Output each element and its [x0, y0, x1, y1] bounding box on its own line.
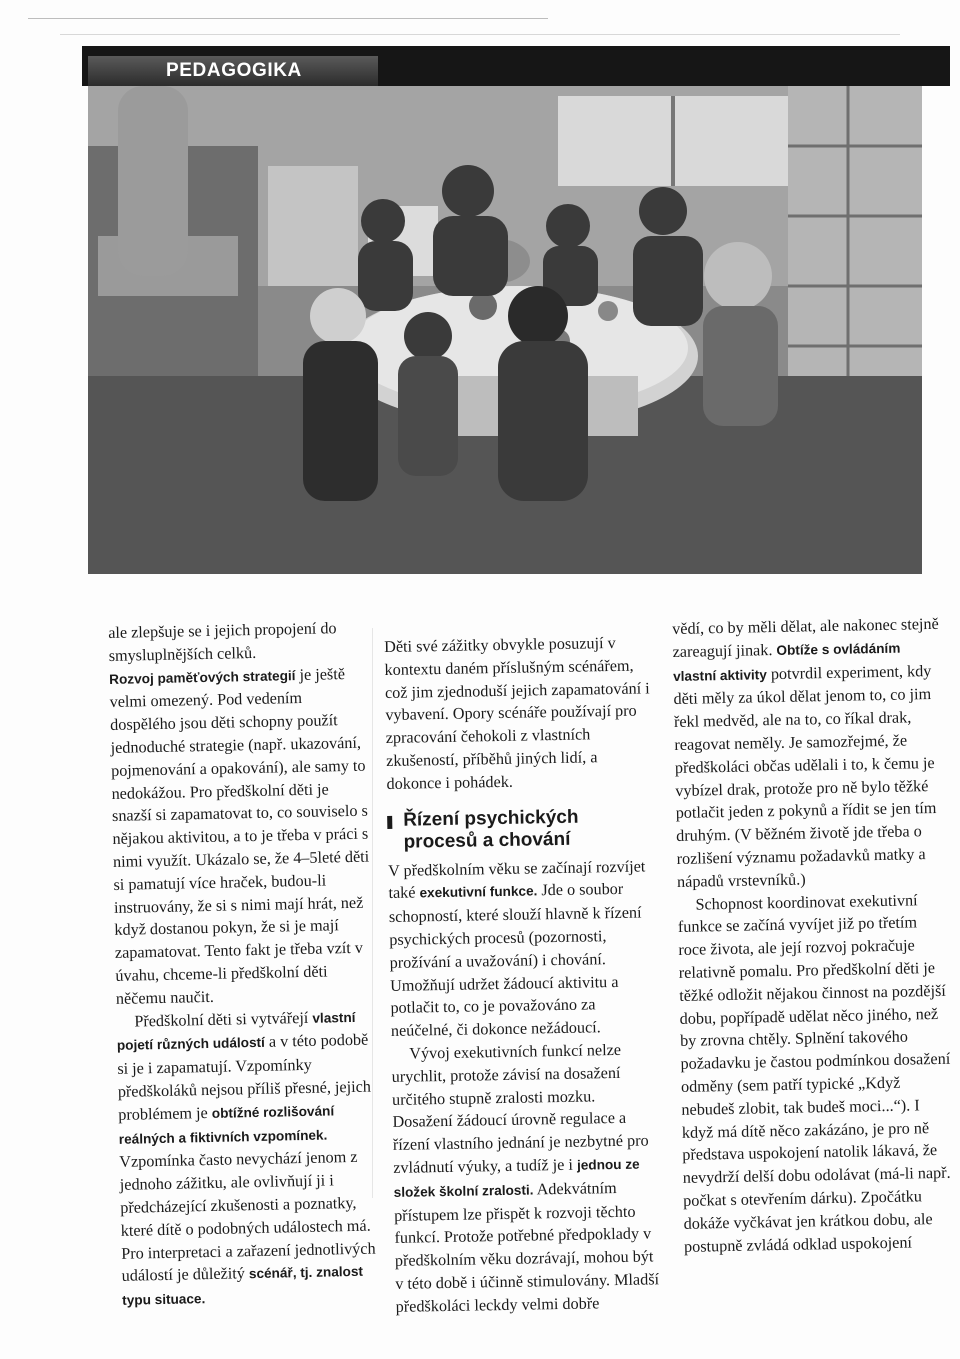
classroom-photo-icon — [88, 86, 922, 574]
text-run: je ještě velmi omezený. Pod vedením dospělého jsou děti schopny použít jednoduché strategie (např. ukazování, pojmenování a opakování), ale samy to nedokážou. Pro předškolní děti je snazší si zapamatovat to, co souviselo s nějakou aktivitou, a to je třeba v práci s nimi využít. Ukázalo se, že 4–5leté děti si pamatují více hraček, budou-li instruovány, že si s nimi mají hrát, než když dostanou pokyn, že si je mají zapamatovat. Tento fakt je třeba vzít v úvahu, chceme-li předškolní děti něčemu naučit. — [109, 664, 370, 1008]
text-run: vědí, co by měli dělat, ale nakonec stejně zareagují jinak. — [672, 614, 939, 661]
text-run: Vzpomínka často nevychází jenom z jednoho zážitku, ale ovlivňují ji i předcházející zkušenosti a poznatky, které dítě o podobných událostech má. Pro interpretaci a zařazení jednotlivých událostí je důležitý — [119, 1148, 376, 1286]
text-run: Vývoj exekutivních funkcí nelze urychlit, protože závisí na dosažení určitého stupně zralosti mozku. Dosažení žádoucí úrovně regulace a řízení vlastního jednání je nezbytné pro zvládnutí výuky, a tudíž je i — [391, 1040, 649, 1177]
classroom-photo — [88, 86, 922, 574]
text-run: a v této podobě si je i zapamatují. Vzpomínky předškoláků nejsou příliš přesné, jejich problémem je — [117, 1030, 372, 1124]
text-run: Adekvátním přístupem lze přispět k rozvoji těchto funkcí. Protože potřebné předpoklady v předškolním věku dozrávají, mohou být v této době i účinně stimulovány. Mladší předškoláci leckdy velmi dobře — [393, 1178, 660, 1316]
top-rule-secondary — [60, 34, 900, 35]
paragraph — [677, 888, 954, 1258]
bold-term: vlastní pojetí různých událostí — [116, 1009, 356, 1054]
paragraph — [388, 855, 657, 1043]
bold-term: scénář, tj. znalost typu situace. — [122, 1264, 364, 1308]
bold-term: Rozvoj paměťových strategií — [109, 667, 296, 687]
paragraph — [108, 617, 367, 668]
heading-text: Řízení psychických procesů a chování — [403, 806, 579, 853]
bold-term: obtížné rozlišování reálných a fiktivních vzpomínek. — [118, 1103, 335, 1147]
text-run: Děti své zážitky obvykle posuzují v kontextu daném příslušným scénářem, což jim zjednoduší jejich zapamatování i vybavení. Opory scénáře používají pro zpracování čehokoli z vlastních zkušeností, příběhů jiných lidí, a dokonce i pohádek. — [384, 633, 650, 793]
bold-term: Obtíže s ovládáním vlastní aktivity — [672, 640, 901, 684]
paragraph — [672, 613, 947, 894]
text-run: ale zlepšuje se i jejich propojení do smysluplnějších celků. — [108, 619, 337, 665]
bold-term: jednou ze složek školní zralosti. — [393, 1156, 640, 1200]
paragraph — [384, 631, 653, 795]
top-rule — [28, 18, 548, 19]
text-column-3 — [672, 613, 954, 1258]
section-heading — [387, 805, 654, 854]
bold-term: exekutivní funkce. — [419, 883, 538, 901]
text-column-2 — [384, 631, 662, 1318]
section-label: PEDAGOGIKA — [88, 56, 378, 86]
text-run: V předškolním věku se začínají rozvíjet také — [387, 857, 646, 903]
text-column-1 — [108, 617, 380, 1313]
paragraph — [391, 1038, 662, 1318]
paragraph — [116, 1005, 380, 1313]
paragraph — [109, 662, 374, 1010]
text-run: Jde o soubor schopností, které slouží hlavně k řízení psychických procesů (pozornosti, prožívání a uvažování) i chování. Umožňují udržet žádoucí aktivitu a potlačit to, co je považováno za neúčelné, či dokonce nežádoucí. — [388, 880, 642, 1041]
text-run: potvrdil experiment, kdy děti měly za úkol dělat jenom to, co jim řekl medvěd, ale na to, co říkal drak, reagovat neměly. Je samozřejmé, že předškoláci občas udělali i to, k čemu je vybízel drak, protože pro ně bylo těžké potlačit jeden z pokynů a řídit se jen tím druhým. (V běžném životě jde třeba o rozlišení významu požadavků matky a nápadů vrstevníků.) — [673, 661, 937, 891]
heading-bullet-icon — [387, 815, 392, 828]
text-run: Schopnost koordinovat exekutivní funkce se začíná vyvíjet již po třetím roce života, ale její rozvoj pokračuje relativně pomalu. Pro předškolní děti je těžké odložit nějakou činnost na pozdější dobu, popřípadě udělat něco jiného, než by zrovna chtěly. Splnění takového požadavku je častou podmínkou dosažení odměny (sem patří typické „Když nebudeš zlobit, tak budeš moci...“). I když má dítě něco zakázáno, je pro ně představa uspokojení natolik lákavá, že nevydrží delší dobu odolávat (má-li např. počkat s otevřením dárku). Zpočátku dokáže vyčkávat jen krátkou dobu, ale postupně zvládá odklad uspokojení — [677, 890, 951, 1256]
text-run: Předškolní děti si vytvářejí — [134, 1008, 313, 1031]
